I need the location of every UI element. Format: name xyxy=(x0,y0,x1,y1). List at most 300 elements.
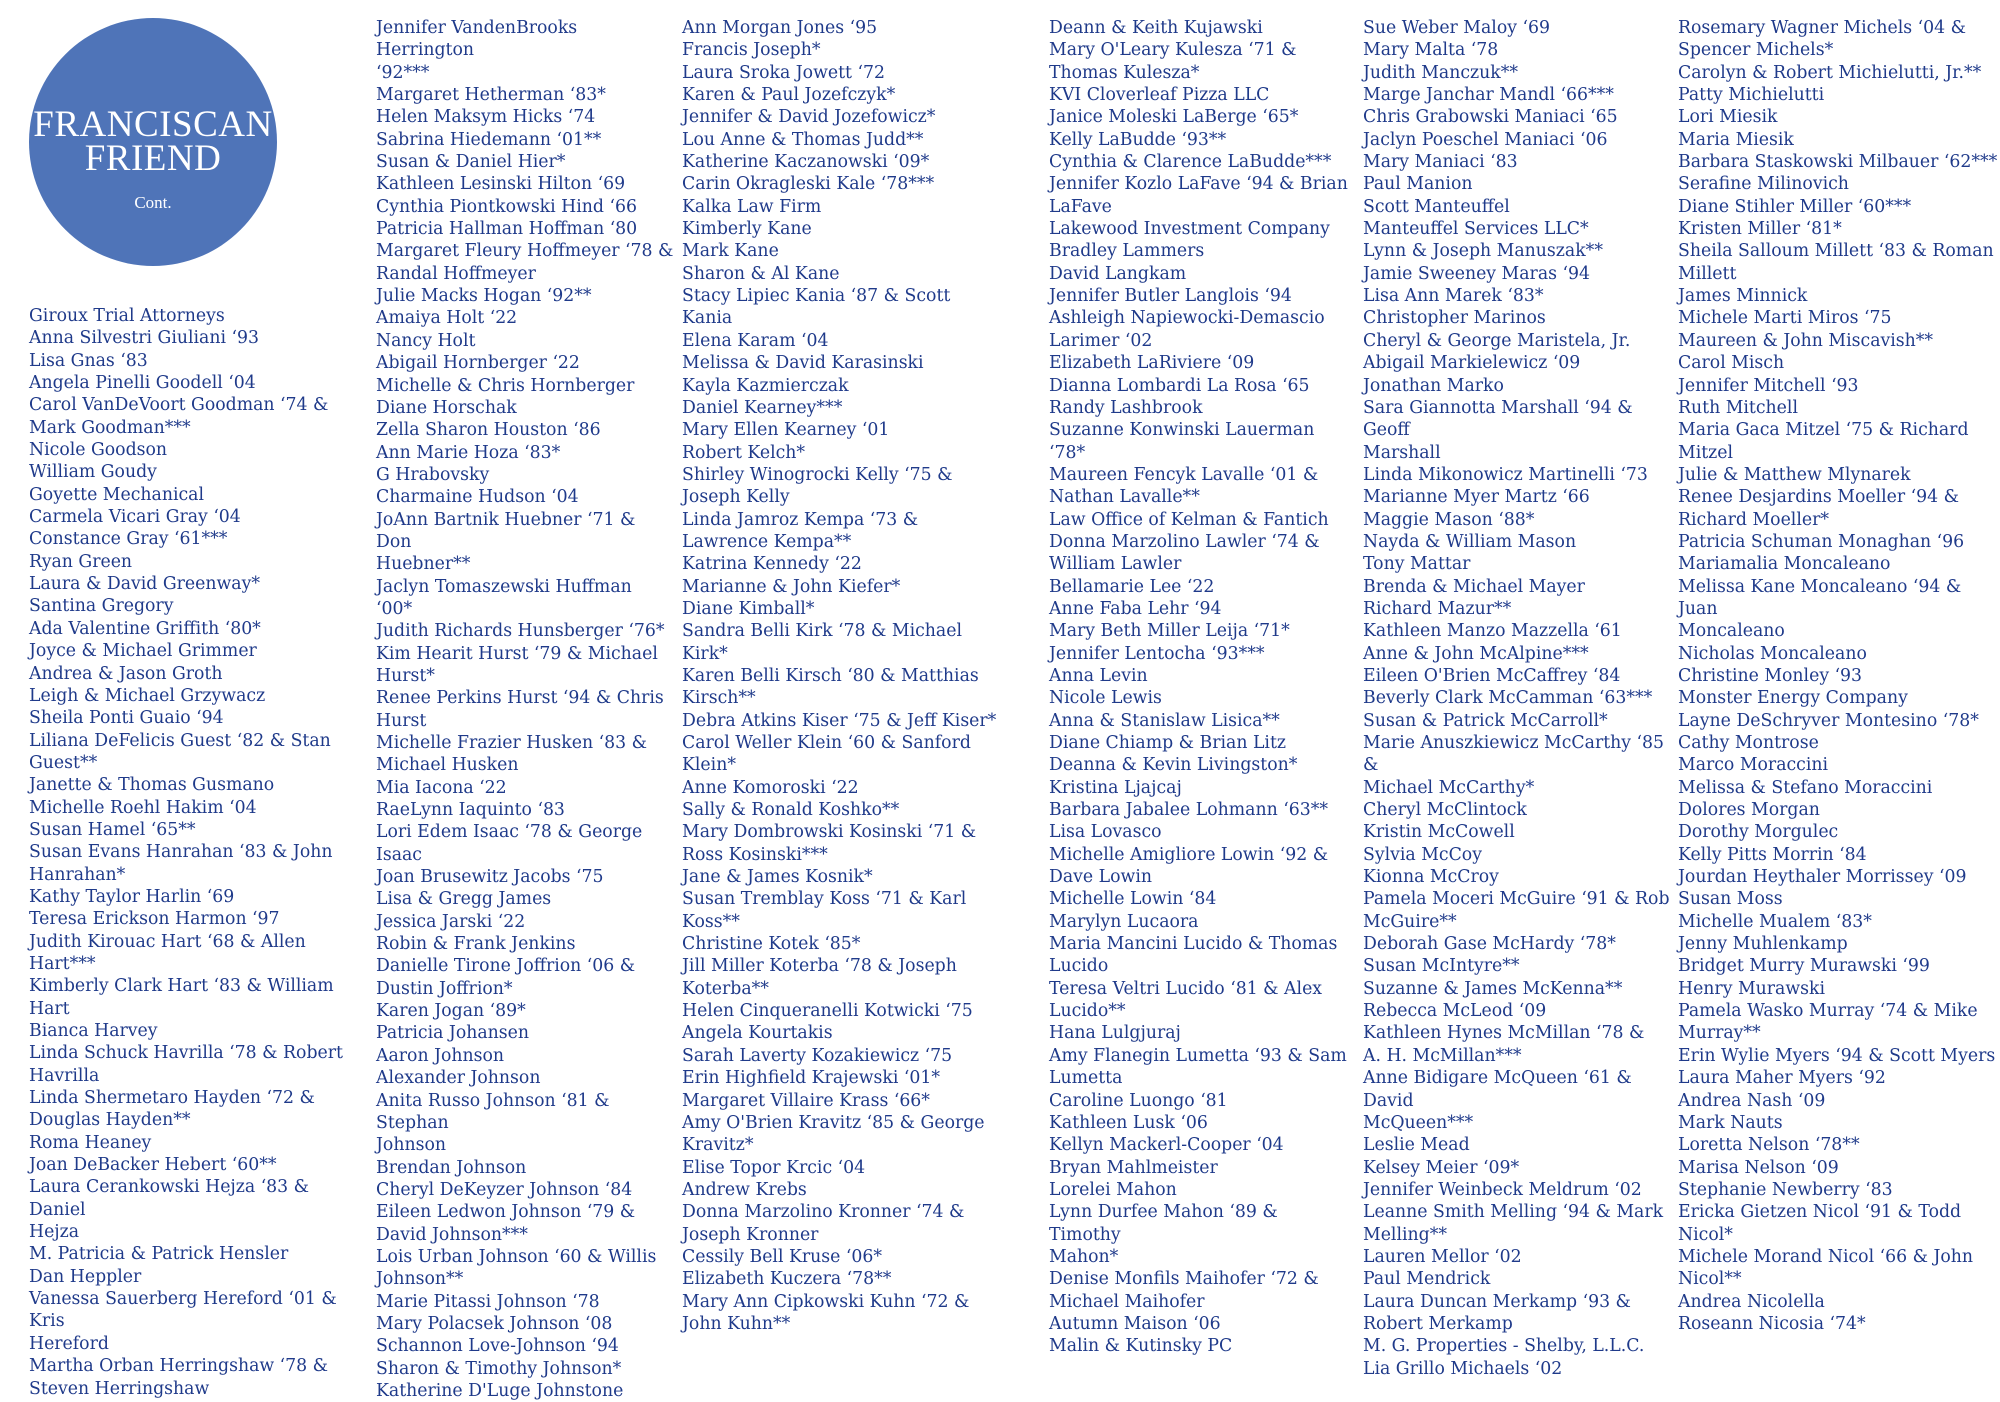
donor-line: Marie Pitassi Johnson ‘78 xyxy=(376,1291,600,1312)
donor-line: Jennifer Kozlo LaFave ‘94 & Brian xyxy=(1049,174,1348,195)
donor-line: Richard Moeller* xyxy=(1678,509,1829,530)
donor-line: Susan Moss xyxy=(1678,889,1783,910)
donor-line: Laura Maher Myers ‘92 xyxy=(1678,1068,1886,1089)
donor-line: Lou Anne & Thomas Judd** xyxy=(682,129,924,150)
donor-line: Amy Flanegin Lumetta ‘93 & Sam xyxy=(1049,1045,1347,1066)
donor-line: Anita Russo Johnson ‘81 & Stephan xyxy=(376,1090,610,1133)
donor-line: Marianne Myer Martz ‘66 xyxy=(1363,487,1590,508)
donor-line: ‘92*** xyxy=(376,62,430,83)
donor-line: Donna Marzolino Kronner ‘74 & xyxy=(682,1202,965,1223)
donor-line: Danielle Tirone Joffrion ‘06 & xyxy=(376,956,636,977)
donor-line: Deborah Gase McHardy ‘78* xyxy=(1363,934,1616,955)
donor-line: Sylvia McCoy xyxy=(1363,844,1482,865)
donor-line: Scott Manteuffel xyxy=(1363,196,1510,217)
donor-line: Sharon & Al Kane xyxy=(682,263,840,284)
donor-line: Linda Jamroz Kempa ‘73 & xyxy=(682,509,919,530)
donor-line: Daniel Kearney*** xyxy=(682,397,843,418)
donor-line: David Langkam xyxy=(1049,263,1187,284)
donor-line: Cathy Montrose xyxy=(1678,733,1819,753)
donor-line: Michelle Frazier Husken ‘83 & xyxy=(376,733,647,753)
donor-line: Jill Miller Koterba ‘78 & Joseph xyxy=(682,956,957,977)
donor-line: Kathy Taylor Harlin ‘69 xyxy=(29,886,235,907)
donor-line: Susan Tremblay Koss ‘71 & Karl xyxy=(682,889,967,910)
donor-line: Ryan Green xyxy=(29,551,133,572)
donor-line: Jennifer Butler Langlois ‘94 xyxy=(1049,286,1292,307)
donor-line: Leigh & Michael Grzywacz xyxy=(29,685,266,706)
donor-line: Giroux Trial Attorneys xyxy=(29,306,225,326)
donor-column-6 xyxy=(1678,17,1998,1335)
donor-line: William Goudy xyxy=(29,462,157,483)
donor-line: Randy Lashbrook xyxy=(1049,397,1203,418)
donor-line: Patricia Johansen xyxy=(376,1023,530,1044)
donor-line: Jenny Muhlenkamp xyxy=(1678,934,1848,955)
donor-line: Carol Weller Klein ‘60 & Sanford xyxy=(682,733,971,753)
donor-line: Mahon* xyxy=(1049,1246,1119,1267)
donor-line: Lisa Gnas ‘83 xyxy=(29,350,148,371)
donor-line: Pamela Moceri McGuire ‘91 & Rob xyxy=(1363,889,1670,910)
donor-line: Margaret Fleury Hoffmeyer ‘78 & xyxy=(376,241,674,262)
donor-line: Dustin Joffrion* xyxy=(376,978,513,999)
donor-line: Robert Merkamp xyxy=(1363,1313,1513,1334)
donor-line: Amy O'Brien Kravitz ‘85 & George xyxy=(682,1112,985,1133)
donor-line: Lucido** xyxy=(1049,1001,1126,1022)
donor-line: Susan Hamel ‘65** xyxy=(29,819,196,840)
donor-line: Linda Schuck Havrilla ‘78 & Robert xyxy=(29,1043,343,1064)
donor-line: Kravitz* xyxy=(682,1135,754,1156)
donor-line: Rebecca McLeod ‘09 xyxy=(1363,1001,1547,1022)
donor-line: Carolyn & Robert Michielutti, Jr.** xyxy=(1678,62,1982,83)
donor-line: Caroline Luongo ‘81 xyxy=(1049,1090,1228,1111)
donor-line: Kimberly Kane xyxy=(682,219,812,240)
donor-line: Marie Anuszkiewicz McCarthy ‘85 & xyxy=(1363,733,1665,776)
donor-line: Lucido xyxy=(1049,956,1109,977)
donor-line: Layne DeSchryver Montesino ‘78* xyxy=(1678,710,1979,731)
donor-line: Nicole Goodson xyxy=(29,440,168,461)
donor-line: Monster Energy Company xyxy=(1678,688,1908,709)
donor-line: Maria Gaca Mitzel ‘75 & Richard xyxy=(1678,420,1969,441)
donor-line: Nayda & William Mason xyxy=(1363,531,1577,552)
donor-line: Jennifer Weinbeck Meldrum ‘02 xyxy=(1363,1179,1642,1200)
donor-line: Liliana DeFelicis Guest ‘82 & Stan xyxy=(29,730,331,751)
donor-line: Kionna McCroy xyxy=(1363,867,1499,888)
donor-line: Spencer Michels* xyxy=(1678,40,1834,61)
donor-line: Christine Kotek ‘85* xyxy=(682,934,861,955)
donor-line: Cheryl DeKeyzer Johnson ‘84 xyxy=(376,1179,633,1200)
donor-line: Koterba** xyxy=(682,978,769,999)
donor-line: Roseann Nicosia ‘74* xyxy=(1678,1313,1866,1334)
donor-line: Andrea Nicolella xyxy=(1678,1291,1825,1312)
donor-line: Amaiya Holt ‘22 xyxy=(376,308,518,329)
donor-line: Klein* xyxy=(682,755,736,776)
donor-line: Linda Mikonowicz Martinelli ‘73 xyxy=(1363,464,1648,485)
donor-line: Deann & Keith Kujawski xyxy=(1049,18,1263,38)
donor-line: Hanrahan* xyxy=(29,864,126,885)
donor-line: Kristin McCowell xyxy=(1363,822,1515,843)
donor-line: Julie Macks Hogan ‘92** xyxy=(376,286,592,307)
donor-line: Martha Orban Herringshaw ‘78 & xyxy=(29,1356,329,1377)
donor-line: Christopher Marinos xyxy=(1363,308,1546,329)
donor-line: Diane Chiamp & Brian Litz xyxy=(1049,733,1287,753)
donor-line: Rosemary Wagner Michels ‘04 & xyxy=(1678,18,1966,38)
donor-line: Angela Pinelli Goodell ‘04 xyxy=(29,373,256,394)
donor-line: Michael Maihofer xyxy=(1049,1291,1205,1312)
donor-line: Joan DeBacker Hebert ‘60** xyxy=(29,1155,277,1176)
donor-line: Eileen O'Brien McCaffrey ‘84 xyxy=(1363,665,1621,686)
donor-line: M. G. Properties - Shelby, L.L.C. xyxy=(1363,1336,1645,1357)
badge-title-line1: FRANCISCAN xyxy=(33,104,273,145)
donor-line: Denise Monfils Maihofer ‘72 & xyxy=(1049,1269,1319,1290)
donor-line: Kathleen Manzo Mazzella ‘61 xyxy=(1363,621,1622,642)
donor-line: Kayla Kazmierczak xyxy=(682,375,849,396)
donor-line: Maureen & John Miscavish** xyxy=(1678,330,1934,351)
donor-line: Marianne & John Kiefer* xyxy=(682,576,901,597)
donor-line: Judith Richards Hunsberger ‘76* xyxy=(376,621,665,642)
donor-line: Paul Manion xyxy=(1363,174,1473,195)
donor-line: Joyce & Michael Grimmer xyxy=(29,641,257,662)
donor-line: Ericka Gietzen Nicol ‘91 & Todd xyxy=(1678,1202,1962,1223)
donor-line: Roma Heaney xyxy=(29,1132,152,1153)
donor-line: Marisa Nelson ‘09 xyxy=(1678,1157,1839,1178)
donor-line: Douglas Hayden** xyxy=(29,1110,191,1131)
donor-line: Patricia Hallman Hoffman ‘80 xyxy=(376,219,638,240)
donor-line: Linda Shermetaro Hayden ‘72 & xyxy=(29,1088,315,1109)
donor-line: Angela Kourtakis xyxy=(682,1023,833,1044)
donor-line: Laura Duncan Merkamp ‘93 & xyxy=(1363,1291,1631,1312)
donor-line: Mary Dombrowski Kosinski ‘71 & xyxy=(682,822,977,843)
donor-line: KVI Cloverleaf Pizza LLC xyxy=(1049,85,1270,106)
donor-line: Tony Mattar xyxy=(1363,554,1471,575)
donor-line: Jennifer Mitchell ‘93 xyxy=(1678,375,1859,396)
donor-line: Guest** xyxy=(29,752,98,773)
donor-line: Dorothy Morgulec xyxy=(1678,822,1839,843)
donor-line: Brendan Johnson xyxy=(376,1157,527,1178)
donor-line: Michele Morand Nicol ‘66 & John xyxy=(1678,1246,1974,1267)
donor-line: Pamela Wasko Murray ‘74 & Mike xyxy=(1678,1001,1978,1022)
donor-line: Dolores Morgan xyxy=(1678,800,1820,821)
donor-line: Ross Kosinski*** xyxy=(682,844,828,865)
donor-line: Deanna & Kevin Livingston* xyxy=(1049,755,1298,776)
donor-line: Jaclyn Poeschel Maniaci ‘06 xyxy=(1363,129,1608,150)
donor-line: Ann Marie Hoza ‘83* xyxy=(376,442,561,463)
donor-line: Law Office of Kelman & Fantich xyxy=(1049,509,1329,530)
badge-title-line2: FRIEND xyxy=(84,138,222,179)
donor-line: Joan Brusewitz Jacobs ‘75 xyxy=(376,867,604,888)
donor-line: Sheila Salloum Millett ‘83 & Roman xyxy=(1678,241,1994,262)
donor-line: Moncaleano xyxy=(1678,621,1785,642)
donor-line: Margaret Villaire Krass ‘66* xyxy=(682,1090,930,1111)
donor-line: Lisa & Gregg James xyxy=(376,889,552,910)
donor-line: Lumetta xyxy=(1049,1068,1123,1089)
donor-line: Marge Janchar Mandl ‘66*** xyxy=(1363,85,1614,106)
donor-line: Kelsey Meier ‘09* xyxy=(1363,1157,1520,1178)
donor-line: Helen Maksym Hicks ‘74 xyxy=(376,107,596,128)
donor-line: Nicholas Moncaleano xyxy=(1678,643,1867,664)
donor-line: Aaron Johnson xyxy=(376,1045,505,1066)
donor-line: Janette & Thomas Gusmano xyxy=(29,775,275,796)
donor-line: Nicol* xyxy=(1678,1224,1733,1245)
donor-line: Suzanne & James McKenna** xyxy=(1363,978,1623,999)
donor-line: Cheryl McClintock xyxy=(1363,800,1527,821)
donor-line: Charmaine Hudson ‘04 xyxy=(376,487,579,508)
donor-line: Elizabeth LaRiviere ‘09 xyxy=(1049,353,1255,374)
donor-line: Anne Komoroski ‘22 xyxy=(682,777,859,798)
donor-line: Anna Silvestri Giuliani ‘93 xyxy=(29,328,259,349)
donor-column-2 xyxy=(376,17,676,1402)
donor-line: Katherine Kaczanowski ‘09* xyxy=(682,152,930,173)
donor-line: Janice Moleski LaBerge ‘65* xyxy=(1049,107,1299,128)
donor-line: Jessica Jarski ‘22 xyxy=(376,911,526,932)
donor-line: Malin & Kutinsky PC xyxy=(1049,1336,1233,1357)
donor-line: Marylyn Lucaora xyxy=(1049,911,1199,932)
donor-line: Maureen Fencyk Lavalle ‘01 & xyxy=(1049,464,1319,485)
donor-line: Nicol** xyxy=(1678,1269,1742,1290)
donor-line: Judith Manczuk** xyxy=(1363,62,1519,83)
donor-line: Richard Mazur** xyxy=(1363,598,1512,619)
donor-line: Hereford xyxy=(29,1333,109,1354)
donor-line: Maggie Mason ‘88* xyxy=(1363,509,1535,530)
donor-line: Francis Joseph* xyxy=(682,40,821,61)
donor-line: Teresa Erickson Harmon ‘97 xyxy=(29,909,280,930)
donor-line: Abigail Markielewicz ‘09 xyxy=(1363,353,1581,374)
badge-continued-label: Cont. xyxy=(134,193,172,212)
donor-line: Goyette Mechanical xyxy=(29,484,205,505)
donor-line: Karen & Paul Jozefczyk* xyxy=(682,85,896,106)
donor-line: Santina Gregory xyxy=(29,596,174,617)
donor-line: Lawrence Kempa** xyxy=(682,531,852,552)
donor-line: Vanessa Sauerberg Hereford ‘01 & Kris xyxy=(29,1289,337,1332)
donor-line: Sabrina Hiedemann ‘01** xyxy=(376,129,602,150)
donor-line: Patty Michielutti xyxy=(1678,85,1825,106)
donor-line: Steven Herringshaw xyxy=(29,1378,210,1399)
donor-line: Beverly Clark McCamman ‘63*** xyxy=(1363,688,1653,709)
donor-line: Laura & David Greenway* xyxy=(29,574,260,595)
donor-line: Bradley Lammers xyxy=(1049,241,1205,262)
donor-line: Barbara Jabalee Lohmann ‘63** xyxy=(1049,800,1328,821)
donor-line: Kalka Law Firm xyxy=(682,196,822,217)
donor-line: Sue Weber Maloy ‘69 xyxy=(1363,18,1550,38)
donor-line: Mary Beth Miller Leija ‘71* xyxy=(1049,621,1290,642)
donor-line: Leslie Mead xyxy=(1363,1135,1470,1156)
donor-line: ‘00* xyxy=(376,598,413,619)
donor-line: Michelle Roehl Hakim ‘04 xyxy=(29,797,257,818)
donor-line: Melling** xyxy=(1363,1224,1447,1245)
donor-line: Cynthia Piontkowski Hind ‘66 xyxy=(376,196,637,217)
donor-line: Leanne Smith Melling ‘94 & Mark xyxy=(1363,1202,1664,1223)
donor-line: Robin & Frank Jenkins xyxy=(376,934,576,955)
donor-line: Manteuffel Services LLC* xyxy=(1363,219,1589,240)
donor-line: Kirsch** xyxy=(682,688,756,709)
donor-line: Jennifer Lentocha ‘93*** xyxy=(1049,643,1265,664)
donor-line: Jane & James Kosnik* xyxy=(682,867,873,888)
donor-line: John Kuhn** xyxy=(682,1313,791,1334)
donor-line: Laura Cerankowski Hejza ‘83 & Daniel xyxy=(29,1177,310,1220)
donor-line: Hurst xyxy=(376,710,427,731)
donor-line: Michelle Lowin ‘84 xyxy=(1049,889,1217,910)
donor-line: Cynthia & Clarence LaBudde*** xyxy=(1049,152,1332,173)
donor-line: Teresa Veltri Lucido ‘81 & Alex xyxy=(1049,978,1323,999)
donor-line: Melissa Kane Moncaleano ‘94 & Juan xyxy=(1678,576,1962,619)
donor-line: Dave Lowin xyxy=(1049,867,1152,888)
donor-line: Julie & Matthew Mlynarek xyxy=(1678,464,1911,485)
donor-line: Donna Marzolino Lawler ‘74 & xyxy=(1049,531,1320,552)
donor-line: Mark Kane xyxy=(682,241,779,262)
donor-line: Mary Malta ‘78 xyxy=(1363,40,1499,61)
donor-line: Maria Miesik xyxy=(1678,129,1794,150)
donor-line: Dianna Lombardi La Rosa ‘65 xyxy=(1049,375,1310,396)
donor-column-5 xyxy=(1363,17,1673,1380)
donor-line: Kirk* xyxy=(682,643,728,664)
donor-line: RaeLynn Iaquinto ‘83 xyxy=(376,800,565,821)
donor-line: Bryan Mahlmeister xyxy=(1049,1157,1218,1178)
donor-line: Erin Wylie Myers ‘94 & Scott Myers xyxy=(1678,1045,1996,1066)
donor-line: Cessily Bell Kruse ‘06* xyxy=(682,1246,882,1267)
donor-line: Eileen Ledwon Johnson ‘79 & xyxy=(376,1202,636,1223)
donor-line: Thomas Kulesza* xyxy=(1049,62,1200,83)
donor-line: Mary Ellen Kearney ‘01 xyxy=(682,420,890,441)
donor-line: Mariamalia Moncaleano xyxy=(1678,554,1891,575)
donor-line: Murray** xyxy=(1678,1023,1761,1044)
donor-line: Huebner** xyxy=(376,554,471,575)
donor-line: Andrea & Jason Groth xyxy=(29,663,223,684)
donor-line: Stephanie Newberry ‘83 xyxy=(1678,1179,1893,1200)
donor-line: Nathan Lavalle** xyxy=(1049,487,1200,508)
donor-line: Melissa & David Karasinski xyxy=(682,353,924,374)
donor-line: Suzanne Konwinski Lauerman ‘78* xyxy=(1049,420,1315,463)
donor-line: Lois Urban Johnson ‘60 & Willis xyxy=(376,1246,657,1267)
donor-line: Johnson xyxy=(376,1135,446,1156)
donor-line: Mark Goodman*** xyxy=(29,417,191,438)
donor-line: Michael Husken xyxy=(376,755,519,776)
donor-line: Lauren Mellor ‘02 xyxy=(1363,1246,1522,1267)
donor-line: Maria Mancini Lucido & Thomas xyxy=(1049,934,1338,955)
donor-line: Bianca Harvey xyxy=(29,1021,158,1041)
donor-line: Brenda & Michael Mayer xyxy=(1363,576,1585,597)
donor-line: Paul Mendrick xyxy=(1363,1269,1491,1290)
donor-line: Michelle Amigliore Lowin ‘92 & xyxy=(1049,844,1329,865)
donor-line: Constance Gray ‘61*** xyxy=(29,529,228,550)
donor-line: Joseph Kelly xyxy=(682,487,790,508)
donor-line: James Minnick xyxy=(1678,286,1808,307)
donor-line: Sharon & Timothy Johnson* xyxy=(376,1358,622,1379)
donor-line: Abigail Hornberger ‘22 xyxy=(376,353,580,374)
donor-line: Diane Stihler Miller ‘60*** xyxy=(1678,196,1912,217)
donor-line: Kathleen Lesinski Hilton ‘69 xyxy=(376,174,626,195)
donor-line: McQueen*** xyxy=(1363,1112,1474,1133)
donor-column-4 xyxy=(1049,17,1349,1358)
donor-line: Koss** xyxy=(682,911,740,932)
donor-line: Bellamarie Lee ‘22 xyxy=(1049,576,1215,597)
donor-line: Susan & Patrick McCarroll* xyxy=(1363,710,1608,731)
donor-line: Schannon Love-Johnson ‘94 xyxy=(376,1336,619,1357)
donor-line: Sarah Laverty Kozakiewicz ‘75 xyxy=(682,1045,953,1066)
donor-line: David Johnson*** xyxy=(376,1224,528,1245)
donor-line: Renee Desjardins Moeller ‘94 & xyxy=(1678,487,1959,508)
donor-column-3 xyxy=(682,17,1002,1335)
donor-column-1 xyxy=(29,305,364,1400)
donor-line: Laura Sroka Jowett ‘72 xyxy=(682,62,885,83)
donor-line: A. H. McMillan*** xyxy=(1363,1045,1522,1066)
donor-line: Marco Moraccini xyxy=(1678,755,1829,776)
donor-line: Robert Kelch* xyxy=(682,442,806,463)
donor-line: Alexander Johnson xyxy=(376,1068,541,1089)
donor-line: Michelle Mualem ‘83* xyxy=(1678,911,1872,932)
donor-line: Lori Edem Isaac ‘78 & George Isaac xyxy=(376,822,643,865)
donor-line: Marshall xyxy=(1363,442,1441,463)
donor-line: Lori Miesik xyxy=(1678,107,1778,128)
donor-line: Andrea Nash ‘09 xyxy=(1678,1090,1826,1111)
donor-line: Margaret Hetherman ‘83* xyxy=(376,85,606,106)
donor-line: Jennifer VandenBrooks Herrington xyxy=(376,18,578,61)
donor-line: Carin Okragleski Kale ‘78*** xyxy=(682,174,935,195)
donor-line: Mary Maniaci ‘83 xyxy=(1363,152,1518,173)
donor-line: Mary O'Leary Kulesza ‘71 & xyxy=(1049,40,1297,61)
donor-line: Zella Sharon Houston ‘86 xyxy=(376,420,601,441)
donor-line: Mark Nauts xyxy=(1678,1112,1783,1133)
donor-line: Renee Perkins Hurst ‘94 & Chris xyxy=(376,688,664,709)
donor-line: Carol Misch xyxy=(1678,353,1785,374)
donor-line: Michelle & Chris Hornberger xyxy=(376,375,635,396)
donor-line: Elise Topor Krcic ‘04 xyxy=(682,1157,866,1178)
donor-line: Mary Polacsek Johnson ‘08 xyxy=(376,1313,613,1334)
donor-line: Carol VanDeVoort Goodman ‘74 & xyxy=(29,395,329,416)
donor-line: Kelly Pitts Morrin ‘84 xyxy=(1678,844,1867,865)
donor-line: Lisa Ann Marek ‘83* xyxy=(1363,286,1544,307)
donor-line: Patricia Schuman Monaghan ‘96 xyxy=(1678,531,1965,552)
donor-line: Ann Morgan Jones ‘95 xyxy=(682,18,878,38)
donor-line: G Hrabovsky xyxy=(376,464,490,485)
donor-line: Shirley Winogrocki Kelly ‘75 & xyxy=(682,464,953,485)
franciscan-friend-badge xyxy=(29,18,277,266)
donor-line: Hana Lulgjuraj xyxy=(1049,1023,1181,1044)
donor-line: Katherine D'Luge Johnstone xyxy=(376,1380,624,1401)
donor-line: Barbara Staskowski Milbauer ‘62*** xyxy=(1678,152,1998,173)
donor-line: Jamie Sweeney Maras ‘94 xyxy=(1363,263,1590,284)
donor-line: Kristina Ljajcaj xyxy=(1049,777,1182,798)
donor-line: Lakewood Investment Company xyxy=(1049,219,1330,240)
donor-line: Anna Levin xyxy=(1049,665,1148,686)
donor-line: Melissa & Stefano Moraccini xyxy=(1678,777,1933,798)
donor-line: Hejza xyxy=(29,1222,80,1243)
donor-line: Ashleigh Napiewocki-Demascio xyxy=(1049,308,1325,329)
donor-line: JoAnn Bartnik Huebner ‘71 & Don xyxy=(376,509,636,552)
donor-line: Kathleen Hynes McMillan ‘78 & xyxy=(1363,1023,1645,1044)
donor-line: Diane Horschak xyxy=(376,397,517,418)
donor-line: Kathleen Lusk ‘06 xyxy=(1049,1112,1208,1133)
donor-line: Henry Murawski xyxy=(1678,978,1825,999)
donor-line: Kim Hearit Hurst ‘79 & Michael xyxy=(376,643,658,664)
donor-line: M. Patricia & Patrick Hensler xyxy=(29,1244,289,1265)
donor-line: Lynn & Joseph Manuszak** xyxy=(1363,241,1603,262)
donor-line: LaFave xyxy=(1049,196,1112,217)
donor-line: Carmela Vicari Gray ‘04 xyxy=(29,507,241,528)
donor-line: Ada Valentine Griffith ‘80* xyxy=(29,618,261,639)
donor-line: Sally & Ronald Koshko** xyxy=(682,800,900,821)
donor-line: Joseph Kronner xyxy=(682,1224,819,1245)
donor-line: Diane Kimball* xyxy=(682,598,815,619)
donor-line: Sandra Belli Kirk ‘78 & Michael xyxy=(682,621,962,642)
donor-line: Jennifer & David Jozefowicz* xyxy=(682,107,936,128)
donor-line: Elizabeth Kuczera ‘78** xyxy=(682,1269,892,1290)
donor-line: Debra Atkins Kiser ‘75 & Jeff Kiser* xyxy=(682,710,997,731)
donor-line: Millett xyxy=(1678,263,1737,284)
donor-line: Larimer ‘02 xyxy=(1049,330,1153,351)
donor-line: William Lawler xyxy=(1049,554,1182,575)
donor-line: Helen Cinqueranelli Kotwicki ‘75 xyxy=(682,1001,973,1022)
donor-line: Anne Bidigare McQueen ‘61 & David xyxy=(1363,1068,1632,1111)
donor-line: Jourdan Heythaler Morrissey ‘09 xyxy=(1678,867,1967,888)
donor-line: Chris Grabowski Maniaci ‘65 xyxy=(1363,107,1618,128)
donor-line: Michael McCarthy* xyxy=(1363,777,1535,798)
